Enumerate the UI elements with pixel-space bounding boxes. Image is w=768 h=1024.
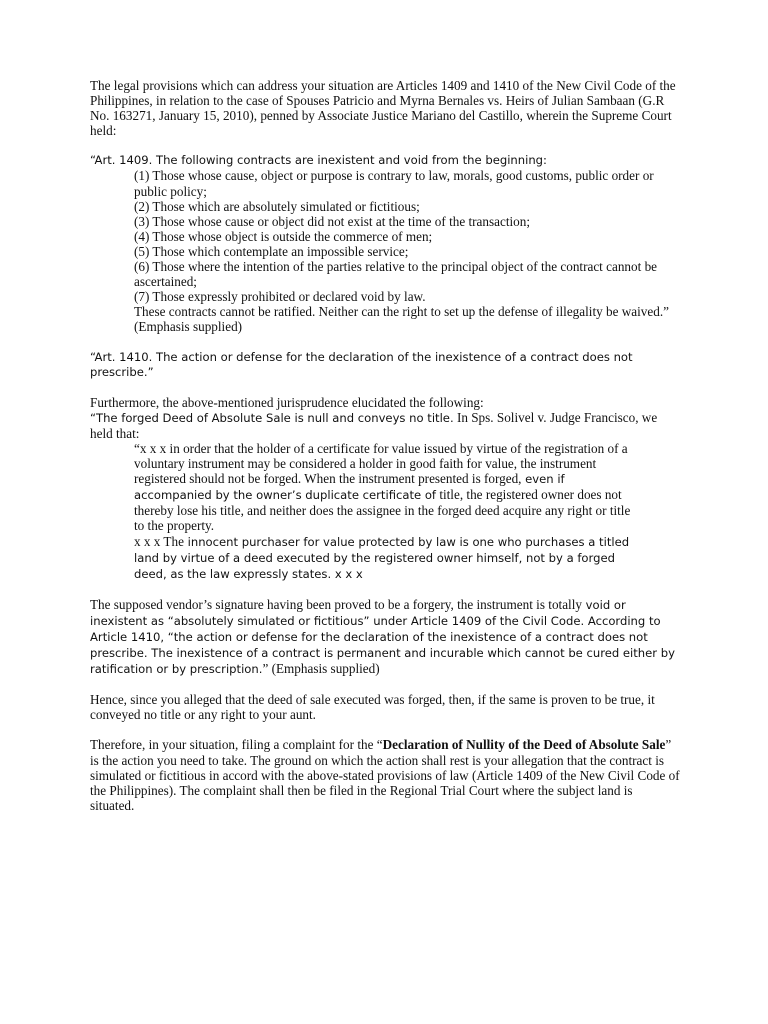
document-body: [90, 78, 680, 828]
vendor-paragraph: [90, 597, 680, 677]
action-title: Declaration of Nullity of the Deed of Absolute Sale: [382, 737, 666, 753]
list-item: (7) Those expressly prohibited or declared void by law.: [134, 289, 426, 305]
vendor-text-a: The supposed vendor’s signature having been proved to be a forgery, the instrument is totally: [90, 596, 582, 612]
intro-paragraph: The legal provisions which can address your situation are Articles 1409 and 1410 of the New Civil Code of the Philippines, in relation to the case of Spouses Patricio and Myrna Bernales vs. Heirs of Julian Sambaan (G.R No. 163271, January 15, 2010), penned by Associate Justice Mariano del Castillo, wherein the Supreme Court held:: [90, 78, 676, 139]
vendor-text-b: void or inexistent as “absolutely simulated or fictitious” under Article 1409 of the Civil Code. According to Article 1410, “the action or defense for the declaration of the inexistence of a contract does not prescribe. The inexistence of a contract is permanent and incurable which cannot be cured either by ratification or by prescription.: [90, 597, 675, 677]
jurisprudence-block: [90, 395, 680, 582]
article-1410-paragraph: “Art. 1410. The action or defense for the declaration of the inexistence of a contract does not prescribe.”: [90, 349, 633, 379]
forged-deed-text-b: In Sps. Solivel v. Judge Francisco, we held that:: [90, 409, 658, 441]
list-item: (4) Those whose object is outside the commerce of men;: [134, 228, 433, 244]
therefore-text-post: ” is the action you need to take. The ground on which the action shall rest is your allegation that the contract is simulated or fictitious in accord with the above-stated provisions of law (Article 1409 of the New Civil Code of the Philippines). The complaint shall then be filed in the Regional Trial Court where the subject land is situated.: [90, 737, 680, 813]
hence-paragraph: Hence, since you alleged that the deed of sale executed was forged, then, if the same is proven to be true, it conveyed no title or any right to your aunt.: [90, 692, 655, 723]
quote-text: x x x The: [134, 533, 184, 549]
article-1409-list: [90, 168, 680, 334]
list-item: (6) Those where the intention of the parties relative to the principal object of the contract cannot be ascertained;: [134, 259, 658, 290]
solivel-quote: [90, 441, 634, 582]
quote-text: “x x x in order that the holder of a certificate for value issued by virtue of the registration of a voluntary instrument may be considered a holder in good faith for value, the instrument registered should not be forged. When the instrument presented is forged,: [134, 440, 628, 487]
list-item: (3) Those whose cause or object did not exist at the time of the transaction;: [134, 213, 531, 229]
list-item: (5) Those which contemplate an impossible service;: [134, 243, 409, 259]
quote-text: title, the registered owner does not thereby lose his title, and neither does the assignee in the forged deed acquire any right or title to the property.: [134, 487, 631, 534]
quote-text: innocent purchaser for value protected by law is one who purchases a titled land by virtue of a deed executed by the registered owner himself, not by a forged deed, as the law expressly states. x x x: [134, 534, 630, 581]
forged-deed-statement: [90, 410, 680, 441]
forged-deed-text-a: “The forged Deed of Absolute Sale is null and conveys no title.: [90, 410, 454, 425]
quote-text: even if accompanied by the owner’s duplicate certificate of: [134, 472, 565, 503]
jurisprudence-lead: Furthermore, the above-mentioned jurisprudence elucidated the following:: [90, 394, 484, 410]
therefore-text-pre: Therefore, in your situation, filing a complaint for the “: [90, 737, 383, 753]
vendor-text-c: ” (Emphasis supplied): [262, 661, 380, 677]
article-1409-heading: “Art. 1409. The following contracts are inexistent and void from the beginning:: [90, 153, 547, 168]
list-item: (2) Those which are absolutely simulated or fictitious;: [134, 198, 420, 214]
quote-paragraph-1: [134, 441, 634, 534]
list-item: (1) Those whose cause, object or purpose is contrary to law, morals, good customs, public order or public policy;: [134, 168, 654, 199]
article-1409-block: [90, 153, 680, 334]
article-1409-closing: These contracts cannot be ratified. Neither can the right to set up the defense of illegality be waived.” (Emphasis supplied): [134, 304, 669, 335]
therefore-paragraph: [90, 737, 680, 812]
quote-paragraph-2: [134, 534, 634, 582]
